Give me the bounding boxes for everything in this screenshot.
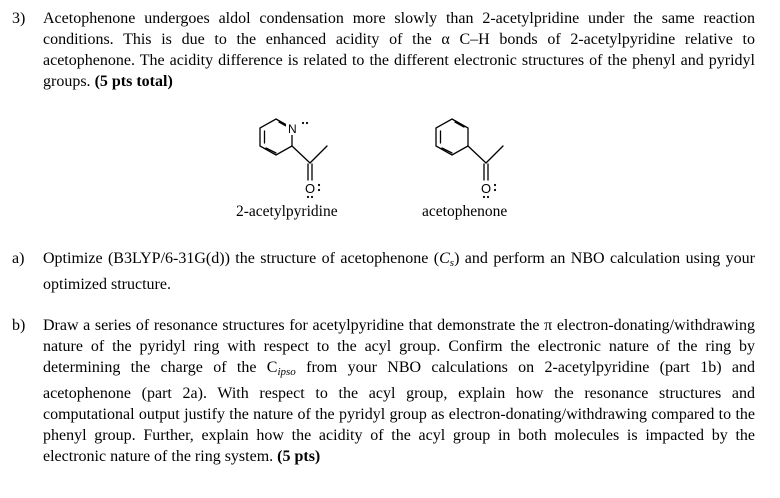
symmetry-symbol: C (439, 250, 450, 267)
left-acyl-group (292, 146, 327, 180)
part-a-label: a) (12, 250, 25, 267)
part-a-text: Optimize (B3LYP/6-31G(d)) the structure of acetophenone $(C_s)$ and perform an NBO calculation using your optimized structure. (43, 250, 756, 293)
benzene-ring (436, 119, 468, 155)
nitrogen-lone-pair (302, 122, 304, 124)
right-oxygen-atom: O (481, 181, 492, 196)
intro-text: Acetophenone undergoes aldol condensation more slowly than 2-acetylpridine under the same reaction conditions. This is due to the enhanced acidity of the α C–H bonds of 2-acetylpyridine relative to acetophenone. The acidity difference is related to the different electronic structures of the phenyl and pyridyl groups. (43, 10, 755, 90)
left-oxygen-atom: O (305, 181, 316, 196)
symmetry-subscript: s (449, 257, 455, 269)
part-b-points: (5 pts) (277, 448, 321, 465)
nitrogen-atom: N (288, 122, 297, 136)
part-b-label: b) (12, 317, 26, 334)
right-acyl-group (468, 146, 503, 180)
label-2-acetylpyridine: 2-acetylpyridine (236, 203, 338, 220)
left-oxygen-lone-pairs (318, 184, 320, 186)
total-points: (5 pts total) (94, 73, 173, 90)
label-acetophenone: acetophenone (422, 203, 508, 220)
right-oxygen-lone-pairs (494, 184, 496, 186)
ipso-subscript: ipso (277, 366, 296, 378)
question-number: 3) (12, 10, 26, 27)
part-b-text: Draw a series of resonance structures for acetylpyridine that demonstrate the π electron-donating/withdrawing nature of the pyridyl ring with respect to the acyl group. Confirm the electronic nature of the ring by determining the charge of the $C_{ipso}$ from your NBO calculations on 2-acetylpyridine (part 1b) and acetophenone (part 2a). With respect to the acyl group, explain how the resonance structures and computational output justify the nature of the pyridyl group as electron-donating/withdrawing compared to the phenyl group. Further, explain how the acidity of the acyl group in both molecules is impacted by the electronic nature of the ring system. (5 pts) (43, 317, 755, 465)
